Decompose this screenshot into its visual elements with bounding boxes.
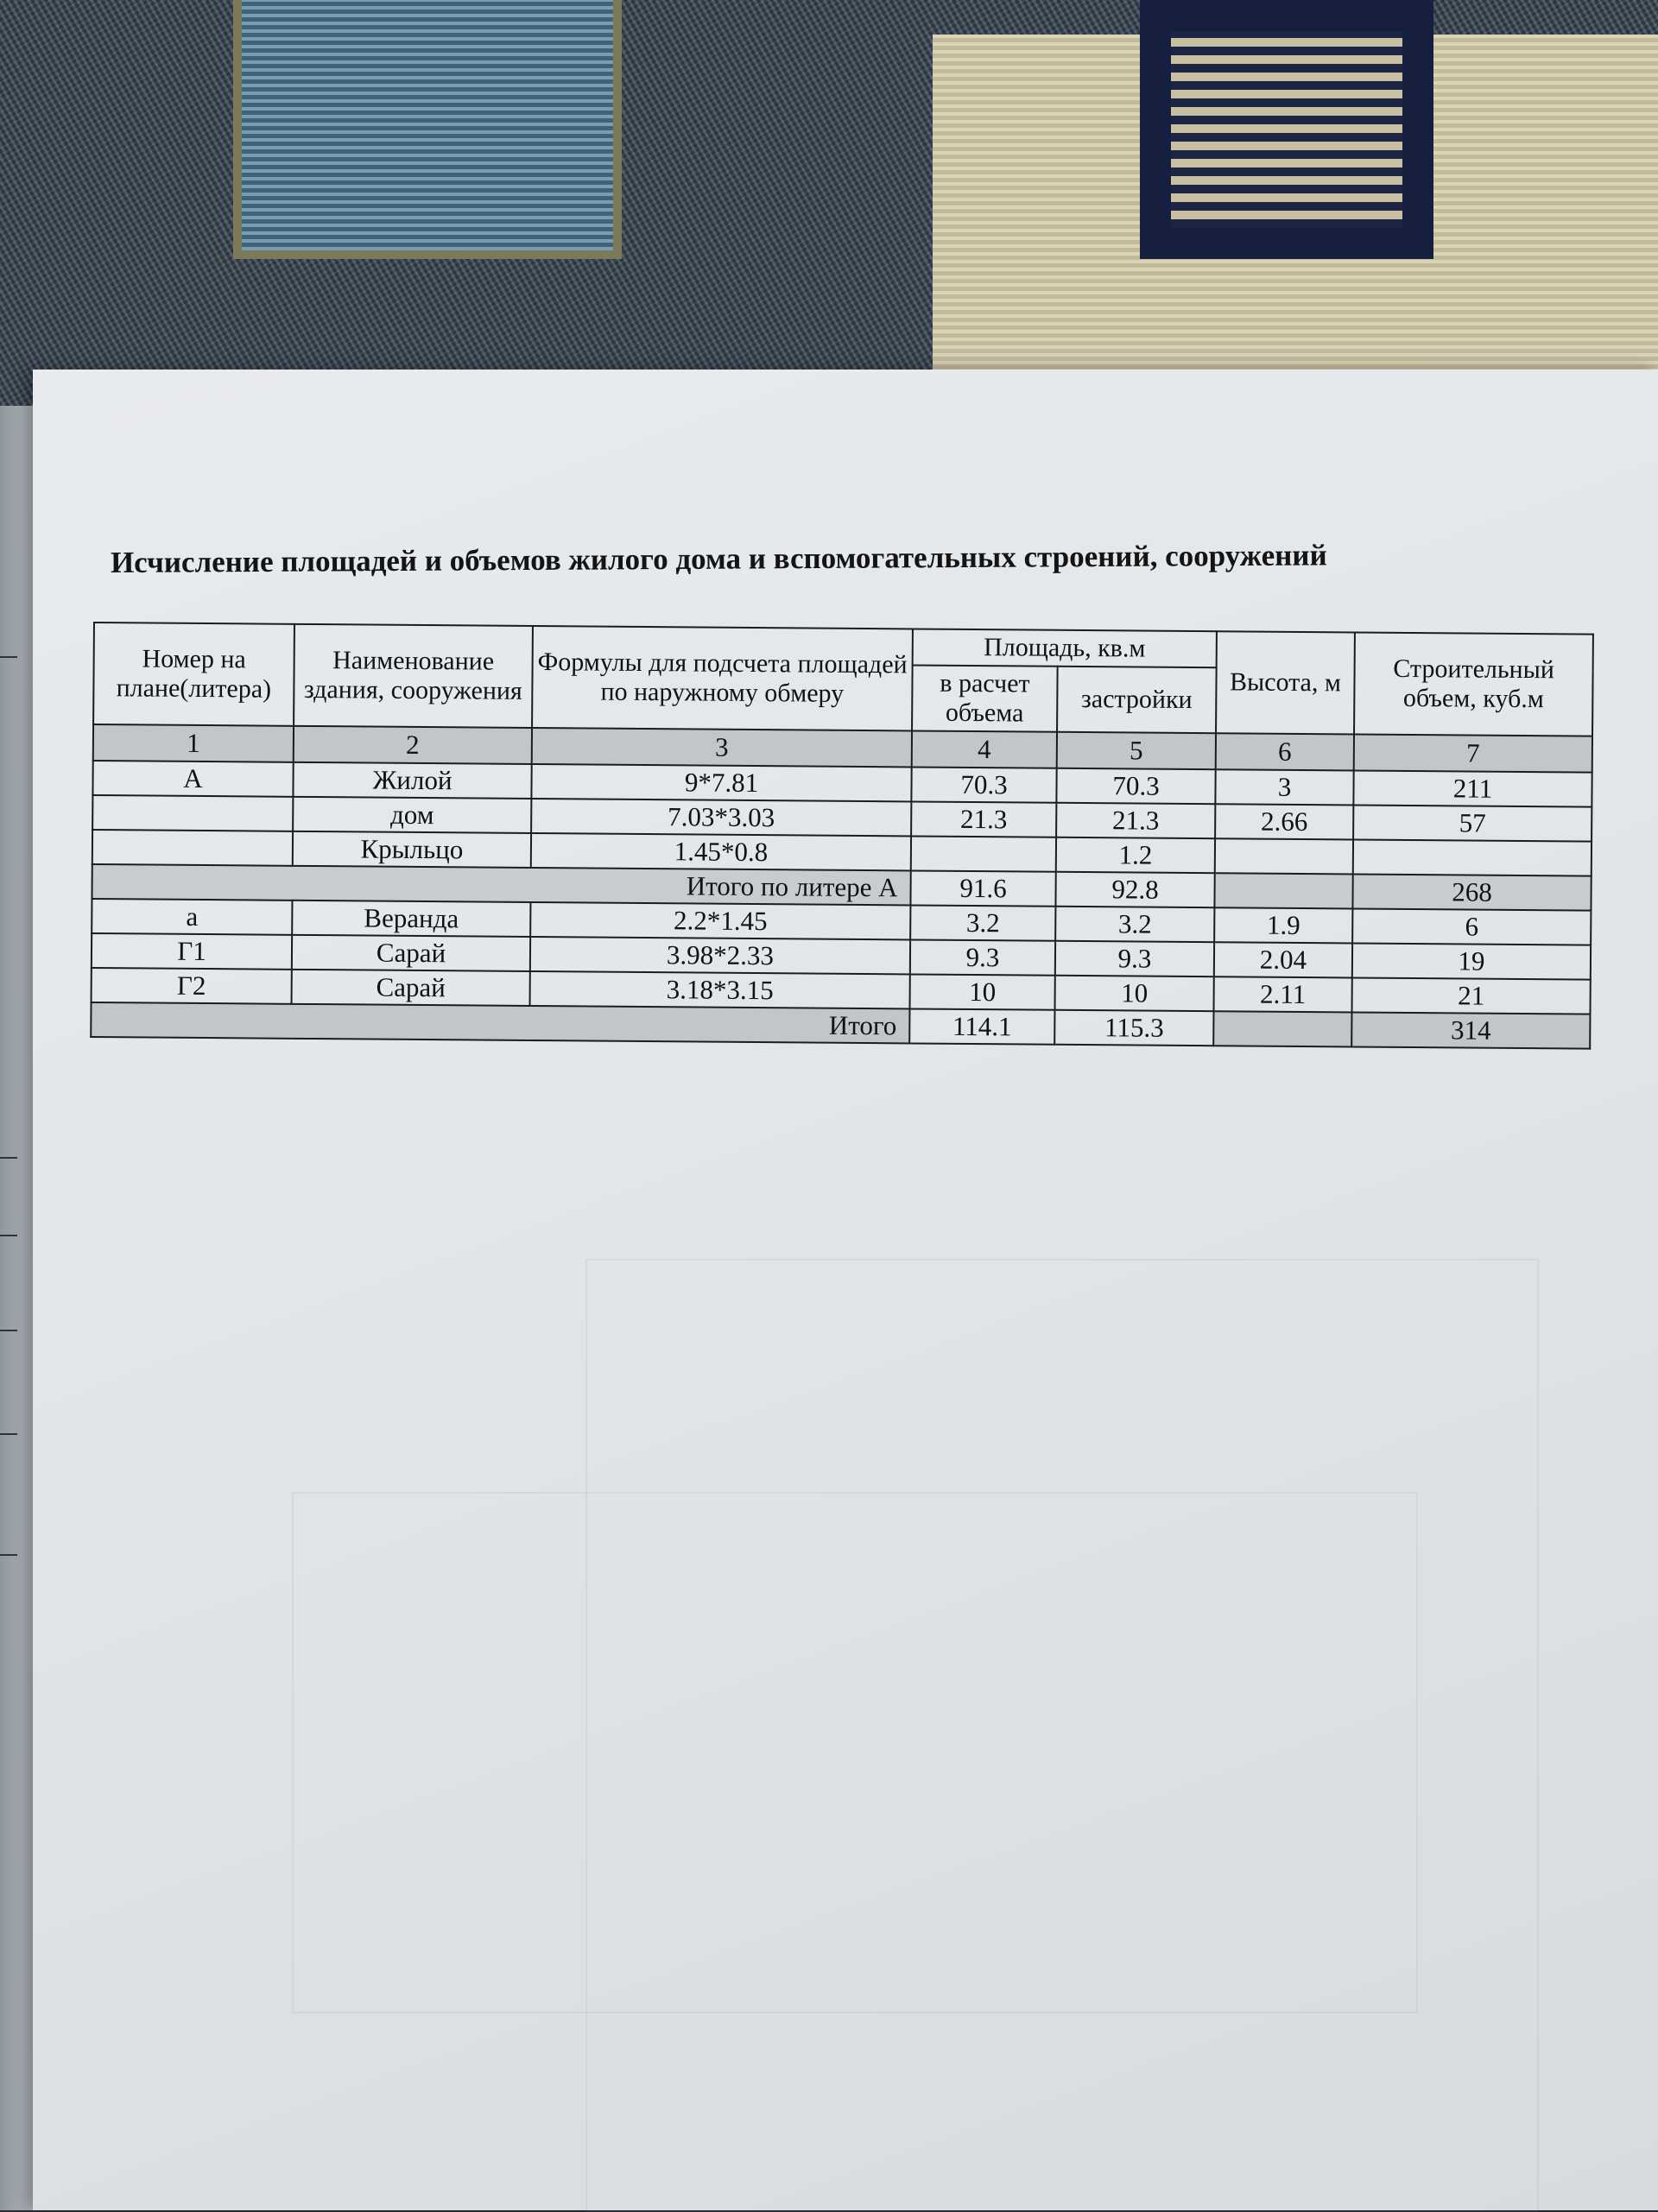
- cell-area-built: 10: [1055, 976, 1214, 1011]
- show-through-table: [292, 1492, 1418, 2013]
- cell-area-built: 9.3: [1055, 941, 1214, 976]
- cell-formula: 3.18*3.15: [530, 971, 910, 1008]
- cell-name: Крыльцо: [293, 831, 531, 868]
- cell-height: 2.66: [1215, 804, 1353, 839]
- cell-name: дом: [293, 797, 531, 833]
- cell-area-volume: 21.3: [911, 801, 1056, 837]
- header-area-volume: в расчет объема: [912, 665, 1058, 731]
- cell-plan: А: [92, 761, 293, 797]
- cell-formula: 2.2*1.45: [530, 902, 910, 939]
- cell-plan: [92, 795, 293, 831]
- subtotal-volume: 268: [1352, 874, 1591, 910]
- cell-name: Сарай: [292, 970, 530, 1006]
- carpet-pattern-block: [233, 0, 622, 259]
- header-plan-no: Номер на плане(литера): [93, 623, 294, 726]
- cell-volume: 6: [1352, 908, 1591, 945]
- cell-plan: Г1: [92, 933, 292, 970]
- cell-name: Сарай: [292, 935, 530, 971]
- left-page-rule: [0, 1157, 17, 1159]
- cell-volume: 21: [1352, 977, 1591, 1014]
- cell-formula: 9*7.81: [531, 764, 911, 801]
- left-page-rule: [0, 1235, 17, 1236]
- subtotal-label: Итого по литере А: [92, 864, 910, 905]
- left-page-rule: [0, 1554, 17, 1556]
- header-area-built: застройки: [1057, 667, 1217, 733]
- total-area-volume: 114.1: [909, 1008, 1054, 1044]
- column-number: 4: [912, 730, 1057, 768]
- column-number: 5: [1057, 732, 1216, 769]
- left-page-rule: [0, 1433, 17, 1435]
- area-volume-table: [90, 622, 1594, 1050]
- header-height: Высота, м: [1216, 631, 1355, 734]
- header-volume: Строительный объем, куб.м: [1354, 632, 1593, 736]
- cell-plan: Г2: [92, 968, 292, 1004]
- cell-area-built: 1.2: [1056, 837, 1215, 873]
- cell-name: Веранда: [292, 901, 530, 937]
- cell-height: 3: [1215, 769, 1353, 805]
- column-number: 6: [1216, 733, 1354, 770]
- column-number: 2: [294, 726, 532, 764]
- cell-area-volume: [911, 836, 1056, 871]
- left-page-rule: [0, 1330, 17, 1331]
- left-page-rule: [0, 656, 17, 658]
- cell-area-volume: 3.2: [910, 905, 1055, 940]
- subtotal-area-volume: 91.6: [910, 870, 1055, 906]
- total-label: Итого: [91, 1002, 909, 1043]
- header-name: Наименование здания, сооружения: [294, 624, 533, 728]
- cell-area-volume: 10: [910, 974, 1055, 1009]
- cell-area-built: 3.2: [1055, 907, 1214, 942]
- cell-height: 1.9: [1214, 907, 1352, 943]
- carpet-pattern-square: [1140, 0, 1433, 259]
- cell-plan: [92, 830, 293, 866]
- cell-height: 2.04: [1214, 942, 1352, 977]
- cell-formula: 1.45*0.8: [531, 833, 911, 870]
- subtotal-height: [1214, 873, 1352, 908]
- total-area-built: 115.3: [1054, 1010, 1213, 1046]
- document-title: Исчисление площадей и объемов жилого дома и вспомогательных строений, сооружений: [110, 538, 1327, 579]
- cell-name: Жилой: [293, 762, 531, 799]
- cell-volume: 57: [1353, 805, 1592, 841]
- column-number: 7: [1354, 734, 1592, 772]
- cell-volume: 19: [1352, 943, 1591, 979]
- header-area-group: Площадь, кв.м: [913, 629, 1217, 667]
- cell-volume: [1353, 839, 1592, 875]
- cell-height: [1215, 838, 1353, 874]
- column-number: 1: [93, 724, 294, 762]
- area-volume-table-wrapper: [90, 622, 1592, 1050]
- cell-area-volume: 70.3: [911, 767, 1056, 802]
- subtotal-area-built: 92.8: [1055, 872, 1214, 907]
- cell-plan: а: [92, 899, 292, 935]
- header-formula: Формулы для подсчета площадей по наружному обмеру: [532, 626, 913, 730]
- total-volume: 314: [1351, 1012, 1590, 1048]
- cell-formula: 7.03*3.03: [531, 799, 911, 836]
- cell-formula: 3.98*2.33: [530, 937, 910, 974]
- column-number: 3: [532, 728, 912, 767]
- cell-volume: 211: [1353, 770, 1592, 806]
- cell-area-built: 21.3: [1056, 803, 1215, 838]
- cell-area-volume: 9.3: [910, 939, 1055, 975]
- cell-area-built: 70.3: [1056, 768, 1215, 804]
- cell-height: 2.11: [1214, 976, 1352, 1012]
- total-height: [1213, 1011, 1351, 1046]
